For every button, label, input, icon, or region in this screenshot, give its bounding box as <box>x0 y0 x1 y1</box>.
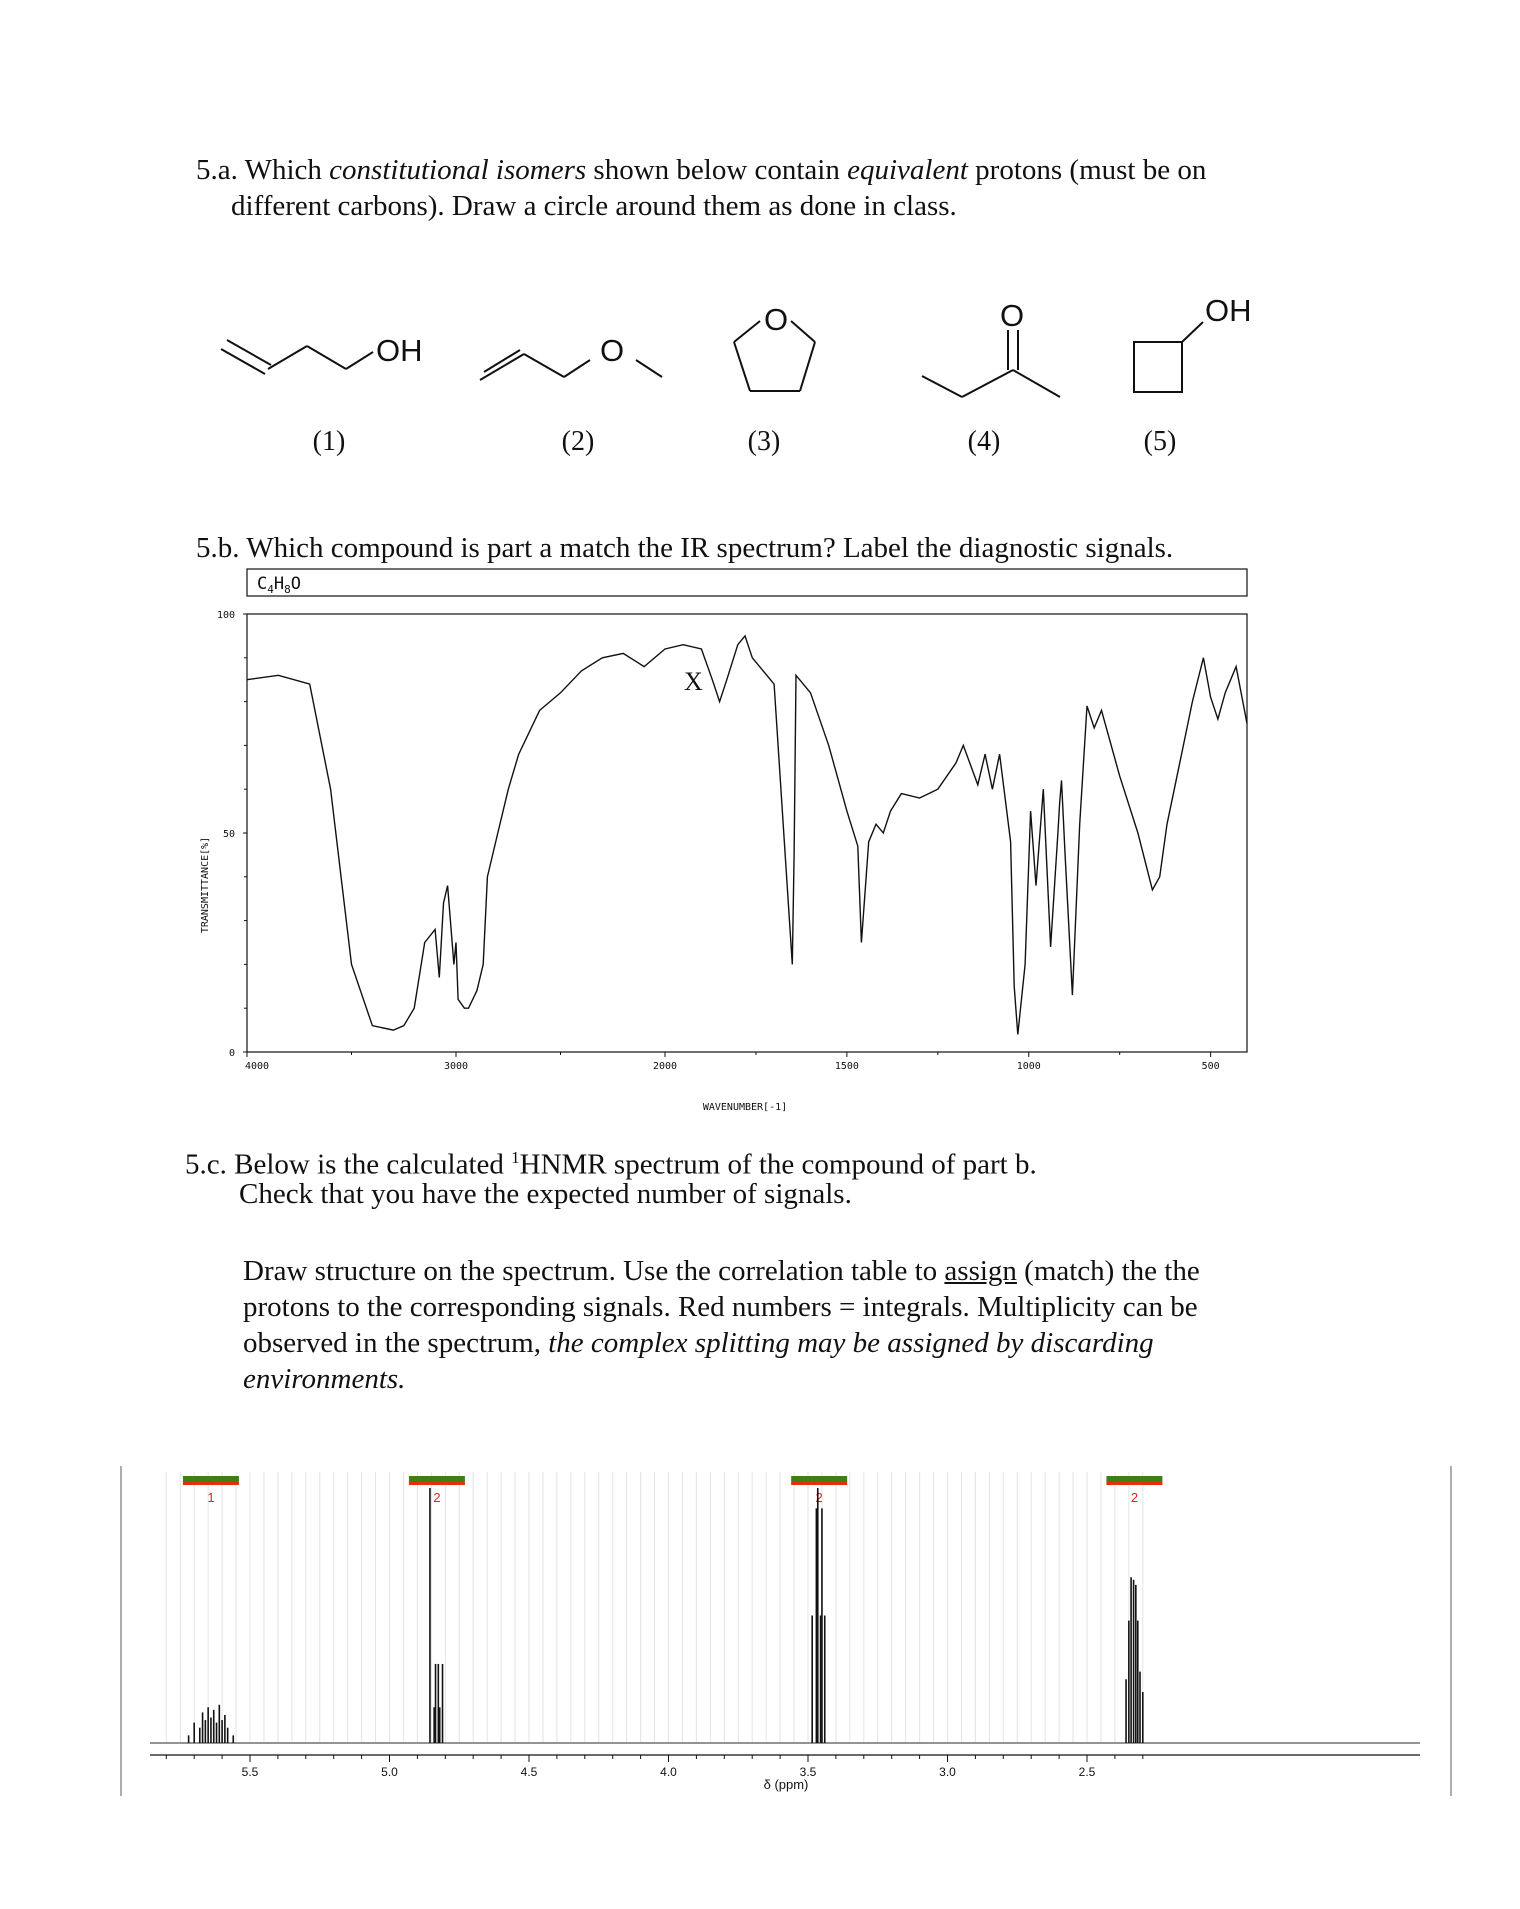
nmr-x-tick-label: 3.5 <box>799 1765 817 1779</box>
ir-y-axis-label: TRANSMITTANCE[%] <box>200 836 211 934</box>
instr-text-2: (match) the the <box>1016 1255 1200 1287</box>
instr-text-3: observed in the spectrum, <box>243 1327 549 1359</box>
nmr-integral-bar-edge <box>1106 1482 1162 1485</box>
molecule-4-label: (4) <box>967 426 1001 457</box>
q5c-text-2: HNMR spectrum of the compound of part b. <box>519 1148 1037 1181</box>
nmr-spectrum <box>110 1460 1460 1820</box>
instr-em-2: environments. <box>243 1363 406 1395</box>
molecule-4-o-label: O <box>1000 298 1025 333</box>
question-5a-line2: different carbons). Draw a circle around them as done in class. <box>231 190 957 222</box>
molecule-1-label: (1) <box>312 426 346 457</box>
molecule-4 <box>922 330 1060 397</box>
ir-x-mark: X <box>684 667 703 696</box>
q5a-em-equivalent: equivalent <box>847 154 968 186</box>
nmr-integral-bar <box>1106 1476 1162 1482</box>
q5a-text-3: protons (must be on <box>967 154 1207 186</box>
molecule-2 <box>480 350 662 380</box>
ir-title-box <box>247 569 1247 596</box>
instructions-line3 <box>243 1325 1403 1361</box>
ir-x-tick-label: 500 <box>1201 1061 1220 1072</box>
ir-y-tick-label: 100 <box>216 610 235 621</box>
nmr-x-axis-label: δ (ppm) <box>763 1777 809 1792</box>
question-5b <box>196 530 1396 566</box>
nmr-x-tick-label: 2.5 <box>1078 1765 1096 1779</box>
q5a-text-2: shown below contain <box>586 154 848 186</box>
ir-x-tick-label: 3000 <box>443 1061 469 1072</box>
molecule-1-oh-label: OH <box>376 333 423 368</box>
nmr-integral-value: 1 <box>207 1490 215 1505</box>
nmr-x-tick-label: 5.5 <box>241 1765 259 1779</box>
question-5c-line2: Check that you have the expected number of signals. <box>239 1178 852 1210</box>
molecule-3-o-label: O <box>764 302 789 337</box>
ir-y-tick-label: 50 <box>222 829 235 840</box>
instr-em-1: the complex splitting may be assigned by discarding <box>548 1327 1154 1359</box>
nmr-x-tick-label: 5.0 <box>381 1765 398 1779</box>
nmr-integral-bar-edge <box>409 1482 465 1485</box>
molecule-5-label: (5) <box>1143 426 1177 457</box>
ir-formula: $C_4H_8O$ <box>257 574 301 596</box>
ir-transmittance-curve <box>247 636 1247 1035</box>
nmr-integral-value: 2 <box>433 1490 441 1505</box>
nmr-integral-bar-edge <box>791 1482 847 1485</box>
instructions-line1 <box>243 1253 1403 1289</box>
instructions-line4 <box>243 1361 1403 1397</box>
molecule-2-o-label: O <box>600 333 625 368</box>
nmr-x-tick-label: 3.0 <box>939 1765 956 1779</box>
q5b-number: 5.b. <box>196 532 240 564</box>
molecule-3-label: (3) <box>747 426 781 457</box>
ir-x-tick-label: 1000 <box>1016 1061 1041 1072</box>
ir-plot-frame <box>247 614 1247 1052</box>
nmr-x-tick-label: 4.0 <box>660 1765 677 1779</box>
q5b-text: Which compound is part a match the IR spectrum? Label the diagnostic signals. <box>246 532 1174 564</box>
molecule-5-oh-label: OH <box>1205 293 1252 328</box>
nmr-x-tick-label: 4.5 <box>520 1765 538 1779</box>
molecule-1 <box>221 340 373 374</box>
nmr-integral-bar <box>183 1476 239 1482</box>
instructions-line2: protons to the corresponding signals. Red numbers = integrals. Multiplicity can be <box>243 1291 1198 1323</box>
ir-x-tick-label: 4000 <box>244 1061 270 1072</box>
ir-x-tick-label: 2000 <box>652 1061 678 1072</box>
nmr-integral-value: 2 <box>1130 1490 1139 1505</box>
nmr-integral-bar-edge <box>183 1482 239 1485</box>
molecule-2-label: (2) <box>561 426 595 457</box>
q5a-number: 5.a. <box>196 154 238 186</box>
instr-text-1: Draw structure on the spectrum. Use the correlation table to <box>243 1255 945 1287</box>
ir-x-tick-label: 1500 <box>834 1061 859 1072</box>
q5c-text-1: Below is the calculated <box>234 1148 512 1181</box>
q5a-text-1: Which <box>244 154 330 186</box>
q5c-sup: 1 <box>511 1148 520 1167</box>
ir-spectrum <box>185 565 1255 1115</box>
isomer-structures <box>0 0 1520 470</box>
q5c-number: 5.c. <box>185 1148 227 1181</box>
nmr-integral-bar <box>791 1476 847 1482</box>
ir-x-axis-label: WAVENUMBER[-1] <box>702 1102 788 1113</box>
ir-y-tick-label: 0 <box>228 1048 235 1059</box>
q5a-em-isomers: constitutional isomers <box>329 154 587 186</box>
nmr-integral-bar <box>409 1476 465 1482</box>
molecule-5 <box>1134 322 1203 392</box>
instr-assign: assign <box>944 1255 1017 1287</box>
nmr-integral-value: 2 <box>815 1490 823 1505</box>
